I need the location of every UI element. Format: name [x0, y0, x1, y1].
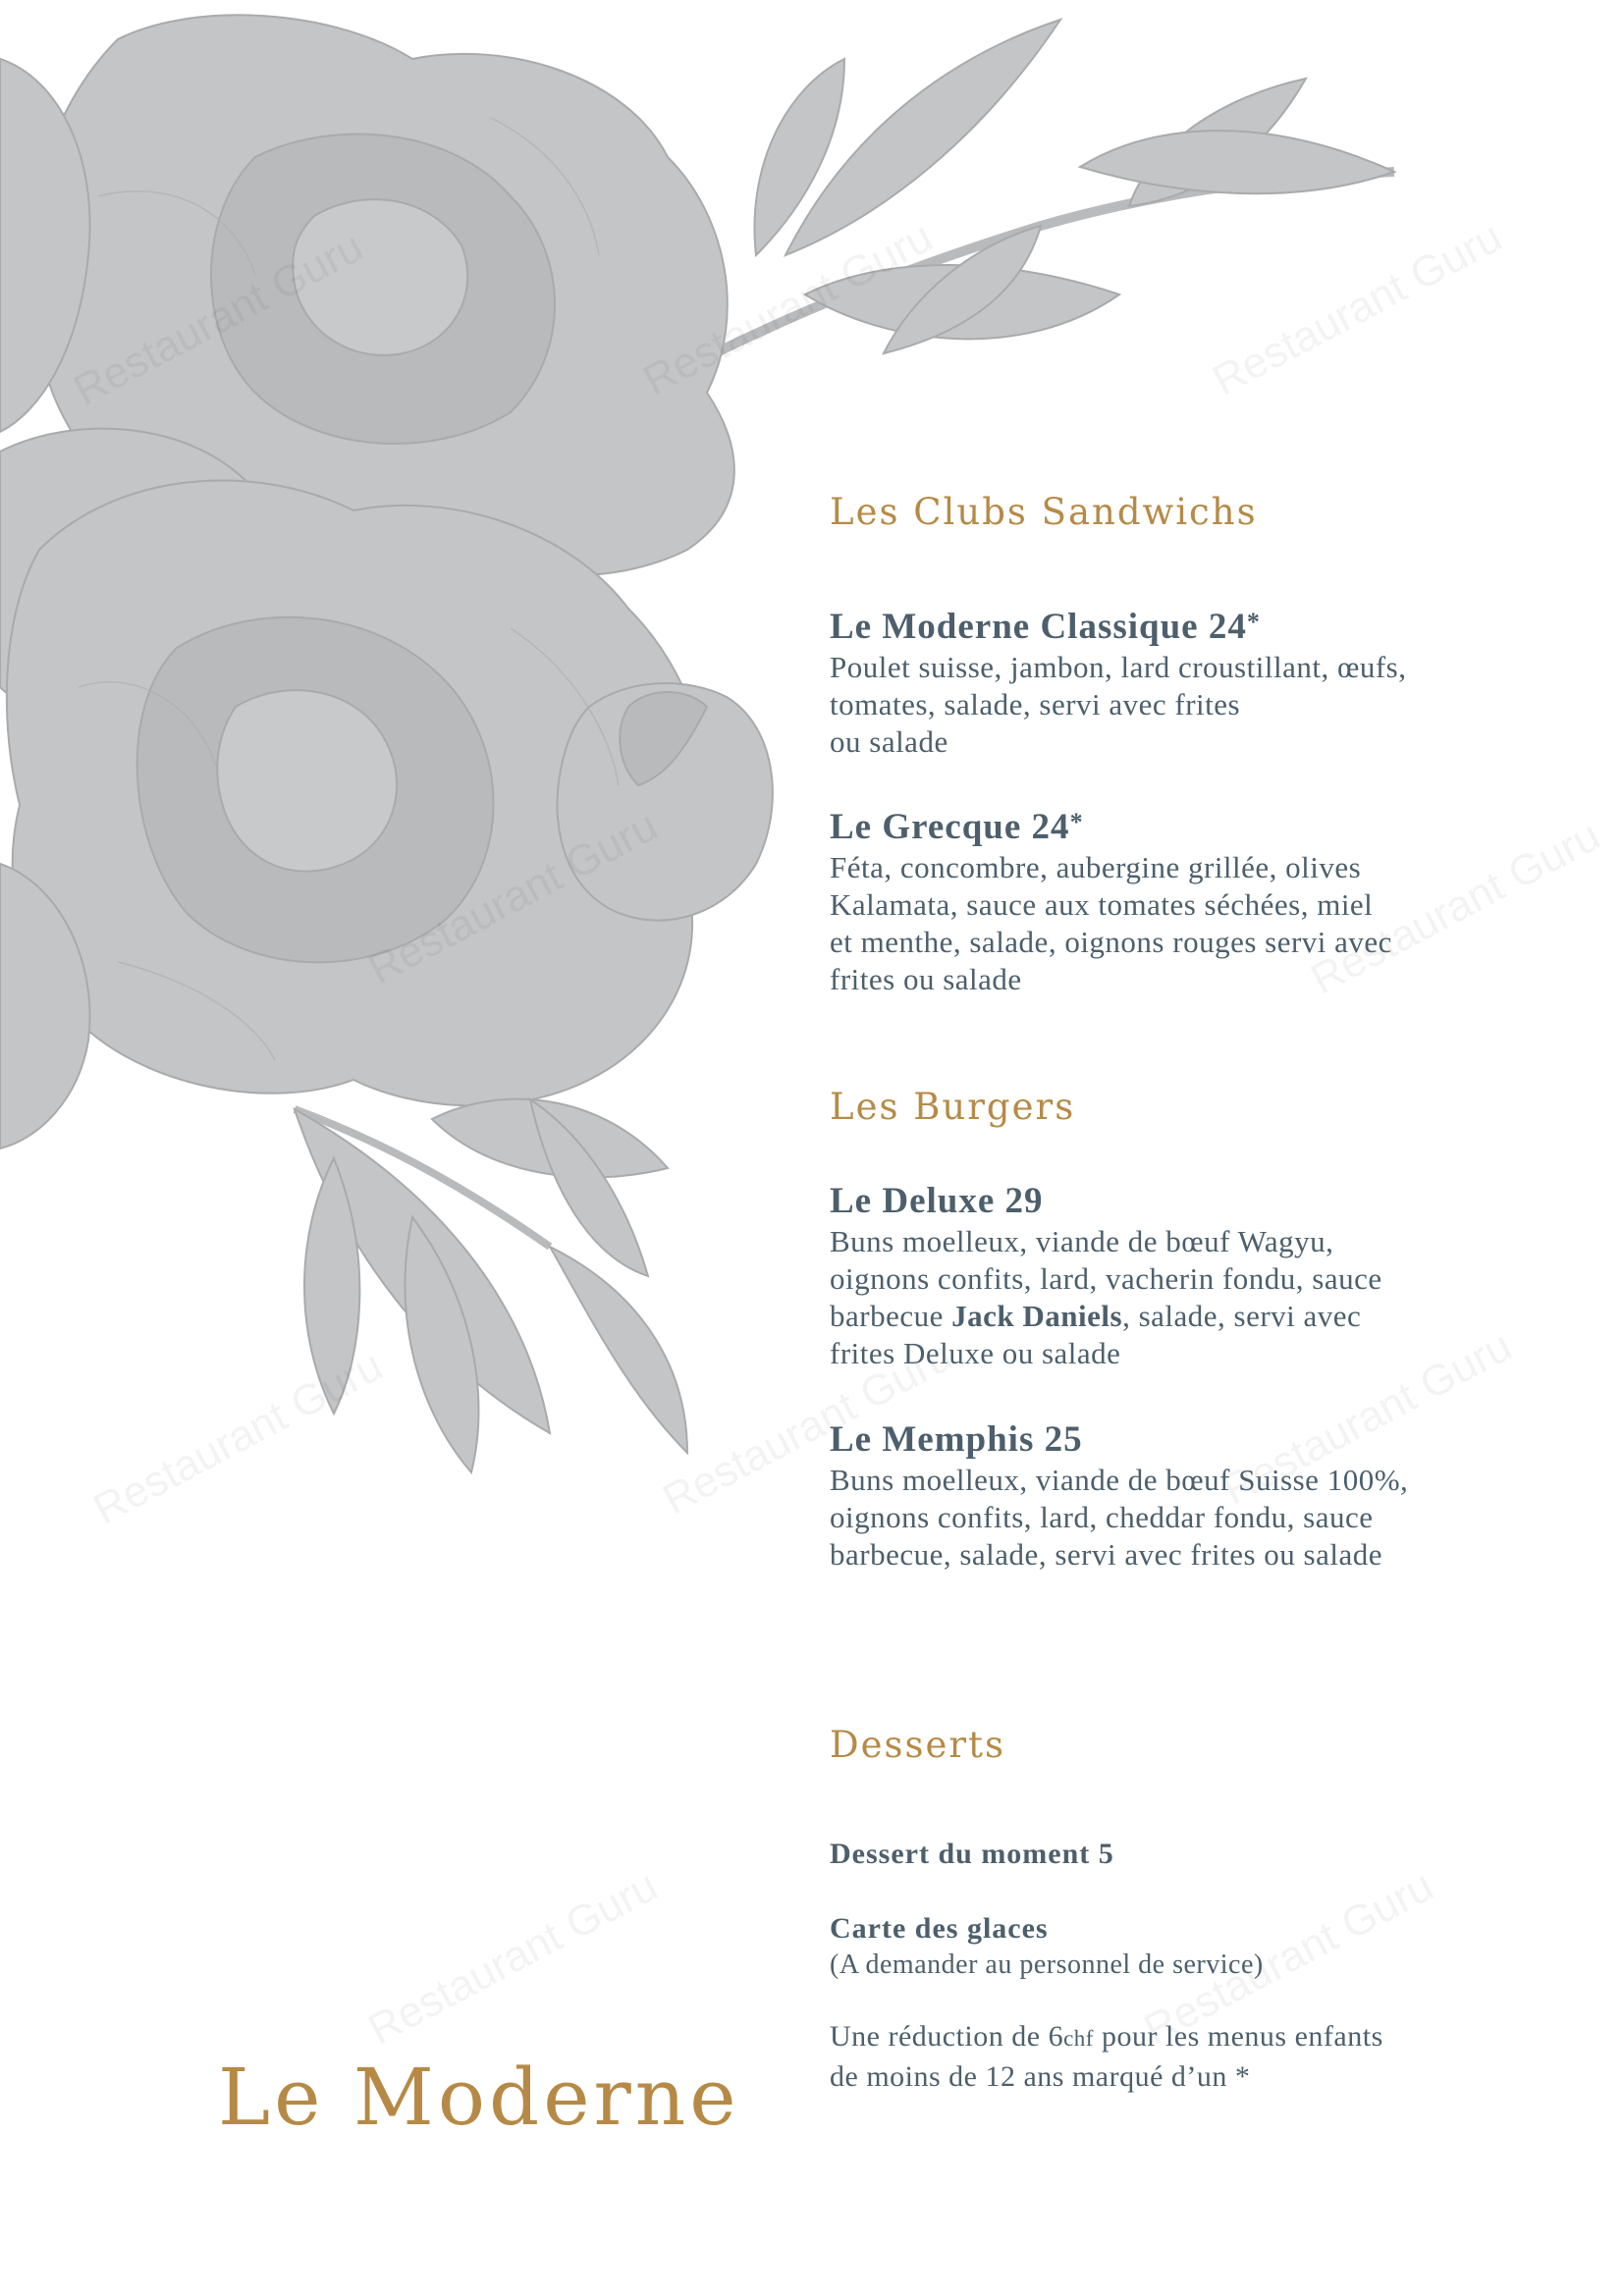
item-description: (A demander au personnel de service)	[830, 1949, 1264, 1980]
item-description: Poulet suisse, jambon, lard croustillant, œufs, tomates, salade, servi avec frites ou salade	[830, 650, 1407, 759]
child-menu-marker: *	[1069, 808, 1084, 836]
section-title-clubs: Les Clubs Sandwichs	[830, 491, 1258, 533]
menu-item	[830, 1180, 1596, 1372]
item-description: Buns moelleux, viande de bœuf Wagyu, oignons confits, lard, vacherin fondu, sauce barbecue Jack Daniels, salade, servi avec frites Deluxe ou salade	[830, 1224, 1382, 1370]
section-title-burgers: Les Burgers	[830, 1086, 1076, 1128]
section-title-desserts: Desserts	[830, 1724, 1005, 1766]
menu-item	[830, 1910, 1596, 1983]
child-discount-note: Une réduction de 6chf pour les menus enfants de moins de 12 ans marqué d’un *	[830, 2020, 1383, 2093]
child-menu-marker: *	[1246, 608, 1261, 636]
item-description: Féta, concombre, aubergine grillée, olives Kalamata, sauce aux tomates séchées, miel et menthe, salade, oignons rouges servi avec frites ou salade	[830, 850, 1392, 996]
menu-item	[830, 801, 1596, 998]
item-name: Carte des glaces	[830, 1912, 1049, 1945]
item-name: Le Memphis 25	[830, 1419, 1083, 1460]
item-name: Le Moderne Classique 24*	[830, 607, 1261, 647]
menu-item	[830, 601, 1596, 761]
item-name: Le Grecque 24*	[830, 807, 1084, 847]
brand-logo-text: Le Moderne	[218, 2052, 740, 2143]
item-name: Le Deluxe 29	[830, 1181, 1044, 1221]
item-name: Dessert du moment 5	[830, 1838, 1114, 1870]
menu-item	[830, 1418, 1596, 1574]
item-description: Buns moelleux, viande de bœuf Suisse 100%, oignons confits, lard, cheddar fondu, sauce barbecue, salade, servi avec frites ou salade	[830, 1463, 1409, 1572]
menu-item	[830, 1836, 1596, 1873]
